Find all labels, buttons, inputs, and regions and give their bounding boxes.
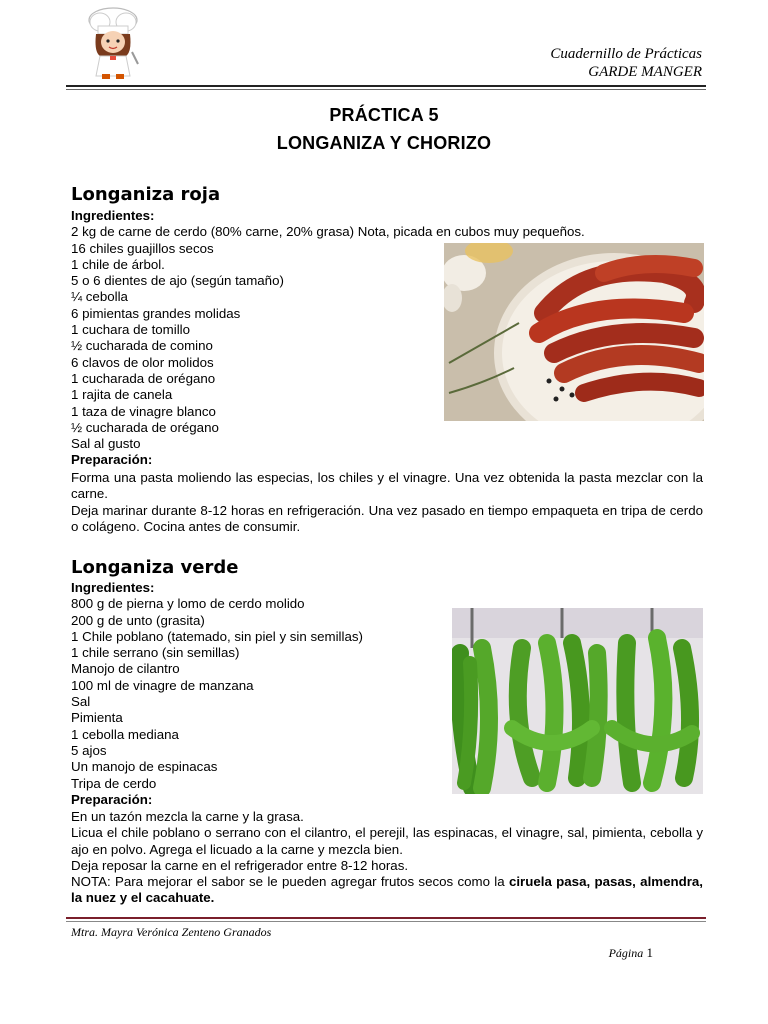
nota-bold: ciruela pasa, pasas, almendra, la nuez y el cacahuate. <box>71 874 704 906</box>
ingredient-item: Sal al gusto <box>71 436 141 452</box>
prep-step: Deja reposar la carne en el refrigerador entre 8-12 horas. <box>71 857 409 873</box>
header-block <box>550 45 702 81</box>
preparation-label: Preparación: <box>71 791 153 807</box>
practice-number: PRÁCTICA 5 <box>329 105 439 125</box>
ingredient-item: ½ cucharada de orégano <box>71 419 219 435</box>
ingredient-item: Pimienta <box>71 710 123 726</box>
ingredients-label: Ingredientes: <box>71 580 155 595</box>
green-sausage-photo <box>452 608 703 794</box>
ingredient-item: 1 cucharada de orégano <box>71 370 216 386</box>
ingredient-item: ¼ cebolla <box>71 289 128 305</box>
nota-text <box>71 874 703 907</box>
nota-prefix: NOTA: Para mejorar el sabor se le pueden agregar frutos secos como la <box>71 874 509 890</box>
ingredient-item: 1 chile serrano (sin semillas) <box>71 645 240 661</box>
footer-page <box>609 945 653 961</box>
ingredient-item: 5 o 6 dientes de ajo (según tamaño) <box>71 273 284 289</box>
ingredient-item: Tripa de cerdo <box>71 775 157 791</box>
ingredient-item: ½ cucharada de comino <box>71 338 213 354</box>
page-label: Página <box>608 946 644 960</box>
practice-title: LONGANIZA Y CHORIZO <box>276 133 492 153</box>
ingredient-item: 2 kg de carne de cerdo (80% carne, 20% grasa) Nota, picada en cubos muy pequeños. <box>71 224 585 240</box>
section-heading-roja: Longaniza roja <box>71 184 221 205</box>
ingredients-label: Ingredientes: <box>71 208 155 223</box>
preparation-text-roja <box>71 470 703 535</box>
ingredient-item: 6 clavos de olor molidos <box>71 354 214 370</box>
ingredient-item: 1 Chile poblano (tatemado, sin piel y sin semillas) <box>71 628 363 644</box>
ingredient-item: 200 g de unto (grasita) <box>71 612 205 628</box>
ingredient-item: 5 ajos <box>71 742 107 758</box>
ingredient-item: 1 cebolla mediana <box>71 726 179 742</box>
prep-step: Licua el chile poblano o serrano con el cilantro, el perejil, las espinacas, el vinagre, sal, pimienta, cebolla y ajo en polvo. Agrega el licuado a la carne y mezcla bien. <box>71 825 703 857</box>
chef-logo-icon <box>80 6 146 80</box>
preparation-label: Preparación: <box>71 452 153 468</box>
footer-rule <box>66 917 706 919</box>
ingredient-item: 1 rajita de canela <box>71 387 173 403</box>
section-heading-verde: Longaniza verde <box>71 557 239 578</box>
ingredients-list-verde <box>71 580 363 808</box>
header-rule <box>66 85 706 87</box>
ingredient-item: 800 g de pierna y lomo de cerdo molido <box>71 596 305 612</box>
ingredient-item: 1 taza de vinagre blanco <box>71 403 216 419</box>
header-course: GARDE MANGER <box>588 64 702 80</box>
prep-step: Deja marinar durante 8-12 horas en refrigeración. Una vez pasado en tiempo empaqueta en tripa de cerdo o colágeno. Cocina antes de consumir. <box>71 502 703 534</box>
ingredient-item: Sal <box>71 694 91 710</box>
ingredient-item: 16 chiles guajillos secos <box>71 240 214 256</box>
prep-step: En un tazón mezcla la carne y la grasa. <box>71 809 304 824</box>
preparation-text-verde <box>71 809 703 907</box>
ingredient-item: 1 cuchara de tomillo <box>71 322 190 338</box>
footer-author: Mtra. Mayra Verónica Zenteno Granados <box>71 925 272 939</box>
ingredient-item: Manojo de cilantro <box>71 661 180 677</box>
red-sausage-photo <box>444 243 704 421</box>
header-rule-thin <box>66 89 706 90</box>
page-number: 1 <box>646 945 653 960</box>
ingredient-item: 100 ml de vinagre de manzana <box>71 677 254 693</box>
prep-step: Forma una pasta moliendo las especias, los chiles y el vinagre. Una vez obtenida la pasta mezclar con la carne. <box>71 470 703 502</box>
ingredient-item: 6 pimientas grandes molidas <box>71 305 241 321</box>
footer-rule-thin <box>66 921 706 922</box>
header-subtitle: Cuadernillo de Prácticas <box>550 46 702 62</box>
ingredient-item: Un manojo de espinacas <box>71 759 218 775</box>
ingredient-item: 1 chile de árbol. <box>71 256 165 272</box>
